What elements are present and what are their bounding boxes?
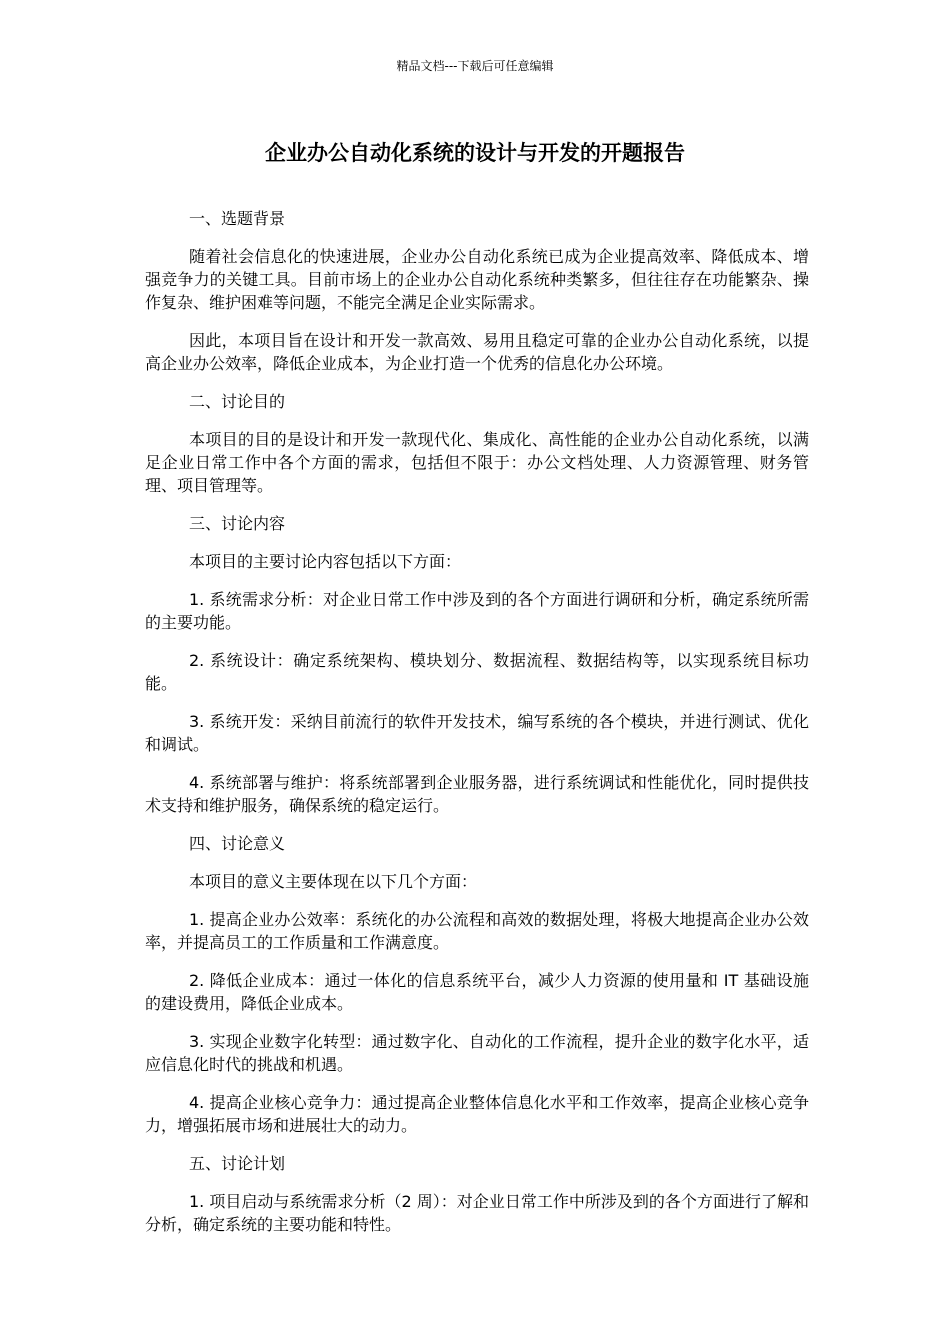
list-item-significance-2: 2. 降低企业成本：通过一体化的信息系统平台，减少人力资源的使用量和 IT 基础设施的建设费用，降低企业成本。 <box>145 971 809 1013</box>
section-heading-purpose: 二、讨论目的 <box>189 392 286 411</box>
list-item-significance-3: 3. 实现企业数字化转型：通过数字化、自动化的工作流程，提升企业的数字化水平，适应信息化时代的挑战和机遇。 <box>145 1032 809 1074</box>
page-header-note: 精品文档---下载后可任意编辑 <box>396 59 554 73</box>
list-item-content-1: 1. 系统需求分析：对企业日常工作中涉及到的各个方面进行调研和分析，确定系统所需的主要功能。 <box>145 590 809 632</box>
list-item-content-3: 3. 系统开发：采纳目前流行的软件开发技术，编写系统的各个模块，并进行测试、优化和调试。 <box>145 712 809 754</box>
section-heading-background: 一、选题背景 <box>189 209 286 228</box>
list-item-content-4: 4. 系统部署与维护：将系统部署到企业服务器，进行系统调试和性能优化，同时提供技术支持和维护服务，确保系统的稳定运行。 <box>145 773 809 815</box>
document-body <box>145 207 809 1251</box>
section-heading-plan: 五、讨论计划 <box>189 1154 286 1173</box>
list-item-significance-1: 1. 提高企业办公效率：系统化的办公流程和高效的数据处理，将极大地提高企业办公效率，并提高员工的工作质量和工作满意度。 <box>145 910 809 952</box>
section-heading-significance: 四、讨论意义 <box>189 834 286 853</box>
paragraph-content-intro: 本项目的主要讨论内容包括以下方面： <box>189 552 462 571</box>
list-item-plan-1: 1. 项目启动与系统需求分析（2 周）：对企业日常工作中所涉及到的各个方面进行了解和分析，确定系统的主要功能和特性。 <box>145 1192 809 1234</box>
paragraph-purpose: 本项目的目的是设计和开发一款现代化、集成化、高性能的企业办公自动化系统，以满足企业日常工作中各个方面的需求，包括但不限于：办公文档处理、人力资源管理、财务管理、项目管理等。 <box>145 430 809 495</box>
list-item-content-2: 2. 系统设计：确定系统架构、模块划分、数据流程、数据结构等，以实现系统目标功能。 <box>145 651 809 693</box>
paragraph-significance-intro: 本项目的意义主要体现在以下几个方面： <box>189 872 478 891</box>
document-title: 企业办公自动化系统的设计与开发的开题报告 <box>265 141 685 165</box>
paragraph-background-2: 因此，本项目旨在设计和开发一款高效、易用且稳定可靠的企业办公自动化系统，以提高企业办公效率，降低企业成本，为企业打造一个优秀的信息化办公环境。 <box>145 331 809 373</box>
section-heading-content: 三、讨论内容 <box>189 514 286 533</box>
paragraph-background-1: 随着社会信息化的快速进展，企业办公自动化系统已成为企业提高效率、降低成本、增强竞争力的关键工具。目前市场上的企业办公自动化系统种类繁多，但往往存在功能繁杂、操作复杂、维护困难等问题，不能完全满足企业实际需求。 <box>145 247 809 312</box>
list-item-significance-4: 4. 提高企业核心竞争力：通过提高企业整体信息化水平和工作效率，提高企业核心竞争力，增强拓展市场和进展壮大的动力。 <box>145 1093 809 1135</box>
